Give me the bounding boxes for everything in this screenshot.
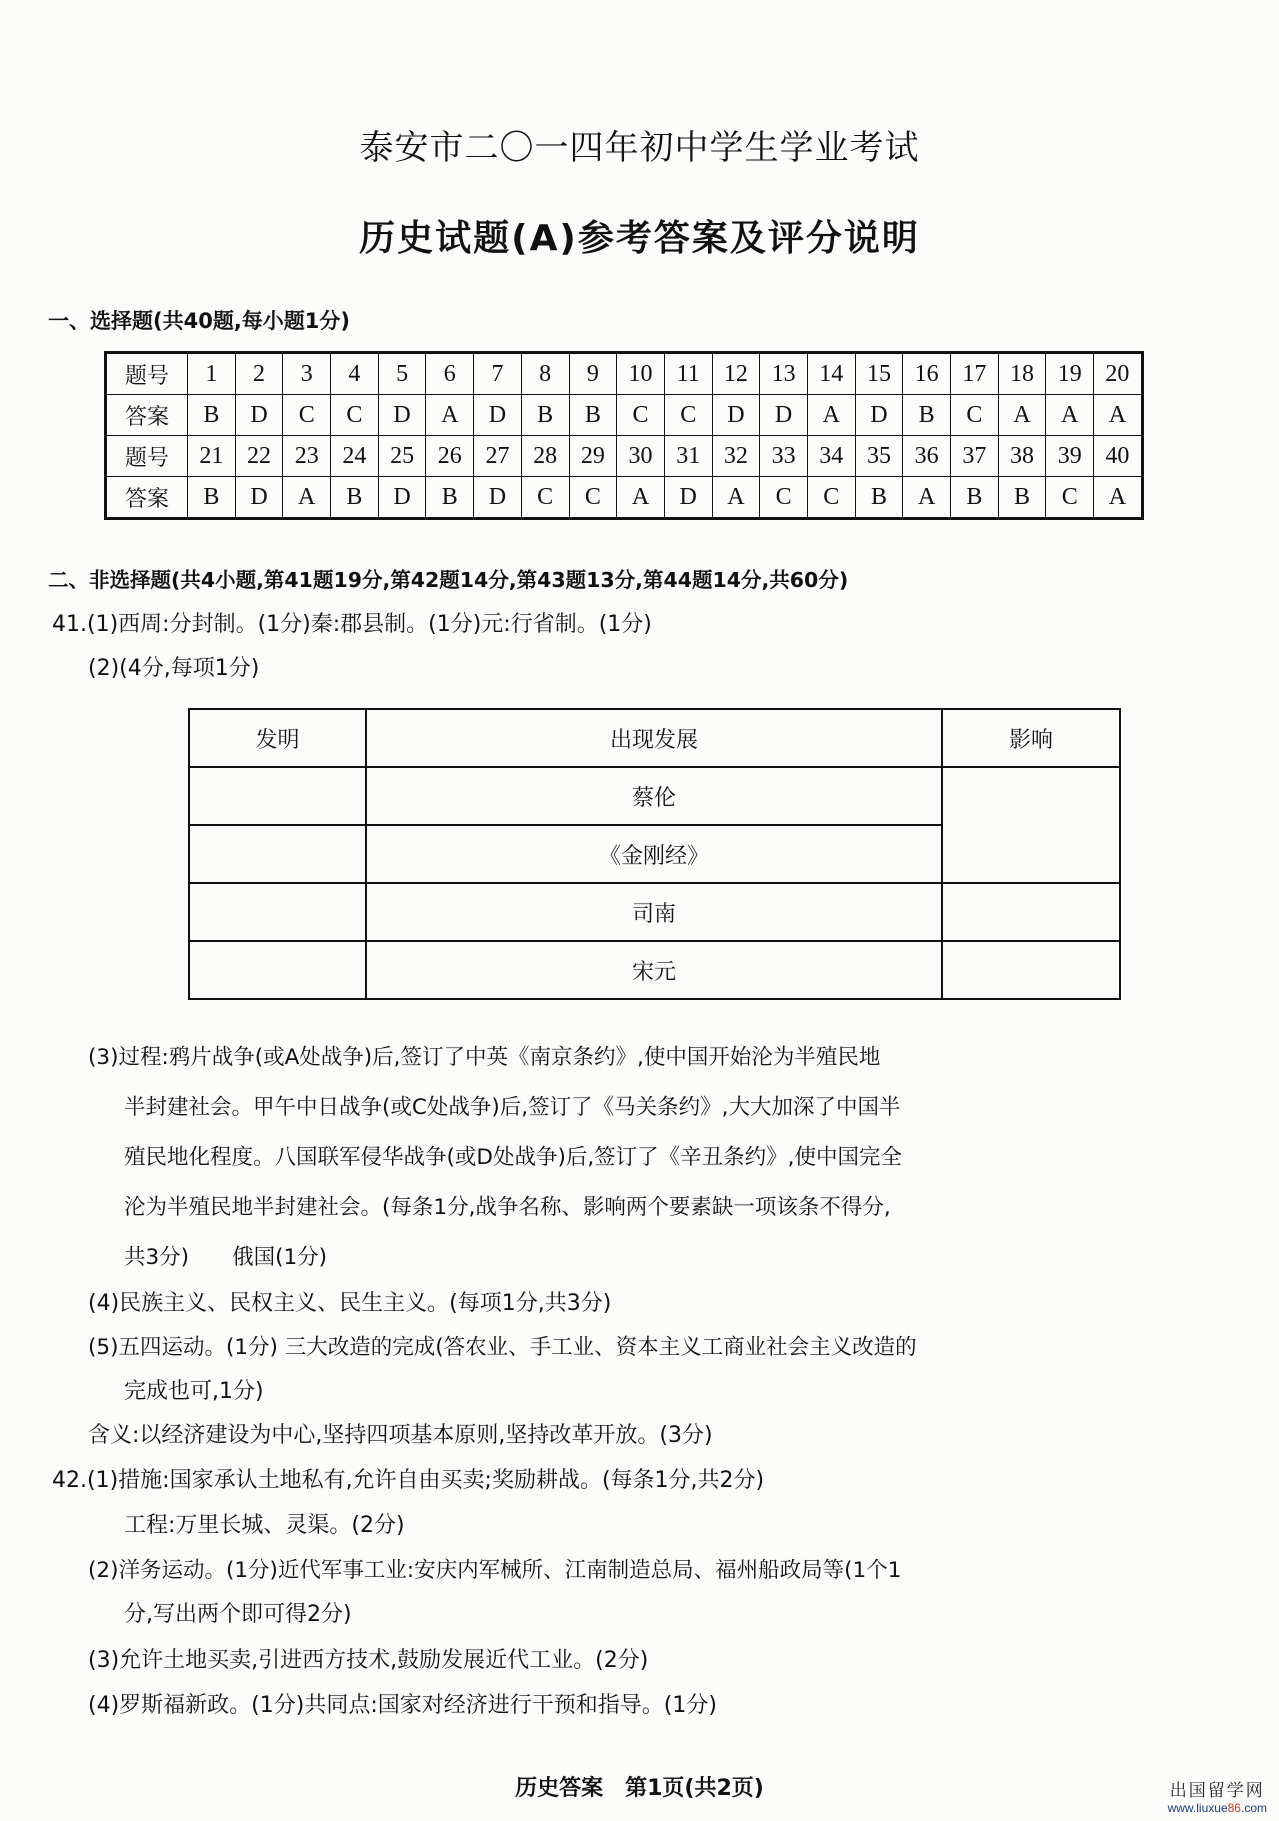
q41-part1: 41.(1)西周:分封制。(1分)秦:郡县制。(1分)元:行省制。(1分) bbox=[52, 612, 652, 637]
question-number-cell: 12 bbox=[712, 353, 760, 395]
answer-cell: B bbox=[521, 395, 569, 436]
answer-cell: B bbox=[426, 477, 474, 519]
watermark-url-suffix: .com bbox=[1240, 1801, 1267, 1815]
inventions-development-cell: 蔡伦 bbox=[366, 767, 942, 825]
q41-part4: (4)民族主义、民权主义、民生主义。(每项1分,共3分) bbox=[88, 1291, 612, 1316]
multiple-choice-answer-table bbox=[104, 351, 1144, 520]
answer-cell: A bbox=[807, 395, 855, 436]
answer-cell: D bbox=[378, 395, 426, 436]
q41-part5-line: (5)五四运动。(1分) 三大改造的完成(答农业、手工业、资本主义工商业社会主义改造的 bbox=[88, 1335, 917, 1360]
answer-row-label: 答案 bbox=[106, 477, 188, 519]
question-number-cell: 6 bbox=[426, 353, 474, 395]
question-number-cell: 14 bbox=[807, 353, 855, 395]
site-watermark bbox=[1168, 1776, 1267, 1815]
inventions-cell-blank bbox=[189, 941, 366, 999]
answer-cell: C bbox=[521, 477, 569, 519]
question-number-cell: 7 bbox=[474, 353, 522, 395]
question-number-cell: 17 bbox=[951, 353, 999, 395]
question-number-cell: 37 bbox=[951, 436, 999, 477]
answer-cell: B bbox=[331, 477, 379, 519]
q41-part3-line: (3)过程:鸦片战争(或A处战争)后,签订了中英《南京条约》,使中国开始沦为半殖民地 bbox=[88, 1045, 881, 1070]
question-number-cell: 21 bbox=[188, 436, 236, 477]
question-number-row bbox=[106, 436, 1143, 477]
question-number-cell: 28 bbox=[521, 436, 569, 477]
question-number-cell: 29 bbox=[569, 436, 617, 477]
question-number-cell: 3 bbox=[283, 353, 331, 395]
question-number-cell: 15 bbox=[855, 353, 903, 395]
answer-cell: D bbox=[664, 477, 712, 519]
inventions-development-cell: 《金刚经》 bbox=[366, 825, 942, 883]
question-number-cell: 26 bbox=[426, 436, 474, 477]
q42-part2-line: (2)洋务运动。(1分)近代军事工业:安庆内军械所、江南制造总局、福州船政局等(1个1 bbox=[88, 1558, 902, 1583]
answer-cell: A bbox=[283, 477, 331, 519]
answer-cell: A bbox=[1046, 395, 1094, 436]
answer-cell: D bbox=[235, 477, 283, 519]
inventions-impact-cell bbox=[942, 941, 1120, 999]
page-footer: 历史答案 第1页(共2页) bbox=[515, 1776, 764, 1801]
answer-cell: C bbox=[617, 395, 665, 436]
answer-row bbox=[106, 395, 1143, 436]
question-number-cell: 4 bbox=[331, 353, 379, 395]
question-number-cell: 16 bbox=[903, 353, 951, 395]
answer-cell: C bbox=[1046, 477, 1094, 519]
answer-cell: C bbox=[807, 477, 855, 519]
answer-cell: A bbox=[617, 477, 665, 519]
question-number-cell: 34 bbox=[807, 436, 855, 477]
watermark-url-highlight: 86 bbox=[1227, 1801, 1241, 1815]
question-number-cell: 40 bbox=[1094, 436, 1143, 477]
question-number-cell: 11 bbox=[664, 353, 712, 395]
question-number-cell: 30 bbox=[617, 436, 665, 477]
inventions-development-cell: 司南 bbox=[366, 883, 942, 941]
question-number-cell: 20 bbox=[1094, 353, 1143, 395]
answer-cell: C bbox=[951, 395, 999, 436]
exam-title: 泰安市二〇一四年初中学生学业考试 bbox=[359, 128, 920, 168]
answer-cell: B bbox=[855, 477, 903, 519]
answer-cell: A bbox=[998, 395, 1046, 436]
watermark-site-name: 出国留学网 bbox=[1169, 1781, 1265, 1801]
q41-part3-line: 半封建社会。甲午中日战争(或C处战争)后,签订了《马关条约》,大大加深了中国半 bbox=[124, 1095, 901, 1120]
q42-part1-engineering: 工程:万里长城、灵渠。(2分) bbox=[124, 1513, 405, 1538]
question-number-cell: 25 bbox=[378, 436, 426, 477]
question-number-cell: 8 bbox=[521, 353, 569, 395]
question-number-cell: 19 bbox=[1046, 353, 1094, 395]
answer-cell: D bbox=[712, 395, 760, 436]
question-number-cell: 35 bbox=[855, 436, 903, 477]
answer-cell: B bbox=[188, 395, 236, 436]
answer-cell: B bbox=[998, 477, 1046, 519]
answer-cell: A bbox=[426, 395, 474, 436]
q41-part3-line: 沦为半殖民地半封建社会。(每条1分,战争名称、影响两个要素缺一项该条不得分, bbox=[124, 1195, 891, 1220]
inventions-header-invention: 发明 bbox=[189, 709, 366, 767]
q42-part4: (4)罗斯福新政。(1分)共同点:国家对经济进行干预和指导。(1分) bbox=[88, 1693, 717, 1718]
answer-cell: C bbox=[664, 395, 712, 436]
question-number-cell: 2 bbox=[235, 353, 283, 395]
answer-cell: C bbox=[569, 477, 617, 519]
inventions-cell-blank bbox=[189, 767, 366, 825]
answer-cell: D bbox=[378, 477, 426, 519]
answer-row bbox=[106, 477, 1143, 519]
question-number-cell: 24 bbox=[331, 436, 379, 477]
question-number-row-label: 题号 bbox=[106, 353, 188, 395]
q41-part3-line: 共3分) 俄国(1分) bbox=[124, 1245, 328, 1270]
inventions-cell-blank bbox=[189, 883, 366, 941]
answer-cell: D bbox=[474, 477, 522, 519]
inventions-header-development: 出现发展 bbox=[366, 709, 942, 767]
answer-cell: B bbox=[951, 477, 999, 519]
answer-cell: D bbox=[235, 395, 283, 436]
watermark-url-prefix: www.liuxue bbox=[1167, 1801, 1228, 1815]
answer-row-label: 答案 bbox=[106, 395, 188, 436]
question-number-cell: 38 bbox=[998, 436, 1046, 477]
answer-cell: C bbox=[283, 395, 331, 436]
inventions-cell-blank bbox=[189, 825, 366, 883]
answer-cell: A bbox=[1094, 477, 1143, 519]
answer-cell: A bbox=[1094, 395, 1143, 436]
answer-cell: C bbox=[331, 395, 379, 436]
inventions-impact-cell bbox=[942, 883, 1120, 941]
q41-part3-line: 殖民地化程度。八国联军侵华战争(或D处战争)后,签订了《辛丑条约》,使中国完全 bbox=[124, 1145, 903, 1170]
q41-part5-line: 完成也可,1分) bbox=[124, 1379, 264, 1404]
question-number-cell: 13 bbox=[760, 353, 808, 395]
inventions-development-cell: 宋元 bbox=[366, 941, 942, 999]
answer-cell: D bbox=[855, 395, 903, 436]
inventions-impact-cell-merged bbox=[942, 767, 1120, 883]
question-number-cell: 27 bbox=[474, 436, 522, 477]
q41-meaning: 含义:以经济建设为中心,坚持四项基本原则,坚持改革开放。(3分) bbox=[88, 1423, 713, 1448]
q42-part1: 42.(1)措施:国家承认土地私有,允许自由买卖;奖励耕战。(每条1分,共2分) bbox=[52, 1468, 765, 1493]
answer-cell: D bbox=[760, 395, 808, 436]
q41-part2: (2)(4分,每项1分) bbox=[88, 656, 260, 681]
section2-heading: 二、非选择题(共4小题,第41题19分,第42题14分,第43题13分,第44题14分,共60分) bbox=[48, 568, 849, 592]
answer-cell: A bbox=[712, 477, 760, 519]
q42-part2-line: 分,写出两个即可得2分) bbox=[124, 1602, 352, 1627]
question-number-cell: 1 bbox=[188, 353, 236, 395]
question-number-cell: 39 bbox=[1046, 436, 1094, 477]
section1-heading: 一、选择题(共40题,每小题1分) bbox=[48, 309, 351, 333]
question-number-cell: 10 bbox=[617, 353, 665, 395]
question-number-cell: 22 bbox=[235, 436, 283, 477]
answer-cell: C bbox=[760, 477, 808, 519]
question-number-cell: 36 bbox=[903, 436, 951, 477]
answer-cell: B bbox=[188, 477, 236, 519]
answer-key-title: 历史试题(A)参考答案及评分说明 bbox=[359, 218, 920, 259]
inventions-table bbox=[188, 708, 1121, 1000]
inventions-header-impact: 影响 bbox=[942, 709, 1120, 767]
answer-cell: D bbox=[474, 395, 522, 436]
question-number-row bbox=[106, 353, 1143, 395]
answer-cell: B bbox=[569, 395, 617, 436]
question-number-cell: 18 bbox=[998, 353, 1046, 395]
answer-cell: A bbox=[903, 477, 951, 519]
question-number-cell: 31 bbox=[664, 436, 712, 477]
question-number-cell: 23 bbox=[283, 436, 331, 477]
question-number-cell: 33 bbox=[760, 436, 808, 477]
question-number-cell: 32 bbox=[712, 436, 760, 477]
question-number-cell: 9 bbox=[569, 353, 617, 395]
watermark-url bbox=[1168, 1801, 1267, 1815]
q42-part3: (3)允许土地买卖,引进西方技术,鼓励发展近代工业。(2分) bbox=[88, 1648, 649, 1673]
question-number-cell: 5 bbox=[378, 353, 426, 395]
answer-cell: B bbox=[903, 395, 951, 436]
question-number-row-label: 题号 bbox=[106, 436, 188, 477]
